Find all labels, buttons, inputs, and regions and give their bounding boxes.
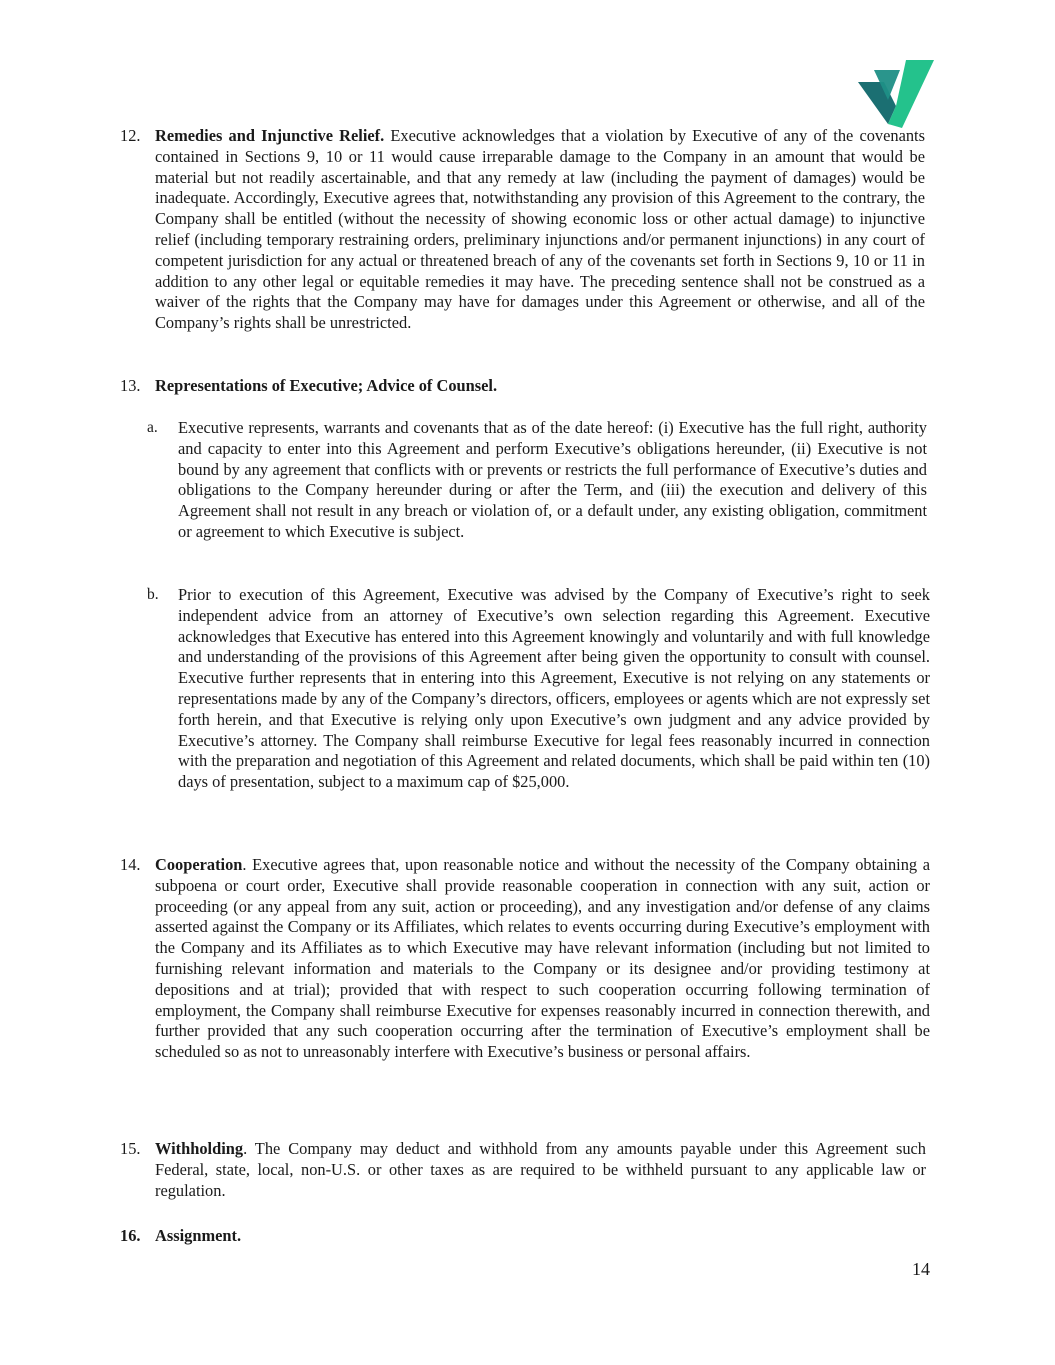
section-14-number: 14.: [120, 855, 141, 874]
section-14-cooperation: [155, 855, 930, 1063]
section-14-heading: Cooperation: [155, 855, 243, 874]
section-15-withholding: [155, 1139, 926, 1201]
section-16-number: 16.: [120, 1226, 141, 1245]
section-15-heading: Withholding: [155, 1139, 244, 1158]
section-15-number: 15.: [120, 1139, 141, 1158]
section-13-number: 13.: [120, 376, 141, 395]
section-12-number: 12.: [120, 126, 141, 145]
section-14-body: . Executive agrees that, upon reasonable notice and without the necessity of the Company obtaining a subpoena or court order, Executive shall provide reasonable cooperation in connection with any suit, action or proceeding (or any appeal from any suit, action or proceeding), and any investigation and/or defense of any claims asserted against the Company or its Affiliates, which relates to events occurring during Executive’s employment with the Company and its Affiliates as to which Executive may have relevant information (including but not limited to furnishing relevant information and materials to the Company or its designee and/or providing testimony at depositions and at trial); provided that with respect to such cooperation occurring following termination of employment, the Company shall reimburse Executive for expenses reasonably incurred in connection therewith, and further provided that any such cooperation occurring after the termination of Executive’s employment shall be scheduled so as not to unreasonably interfere with Executive’s business or personal affairs.: [155, 855, 930, 1062]
section-13-heading: Representations of Executive; Advice of Counsel.: [155, 376, 498, 395]
company-logo-icon: [858, 60, 934, 128]
section-13b-label: b.: [147, 586, 159, 603]
section-13a-body: Executive represents, warrants and covenants that as of the date hereof: (i) Executive has the full right, authority and capacity to enter into this Agreement and perform Executive’s obligations hereunder, (ii) Executive is not bound by any agreement that conflicts with or prevents or restricts the full performance of Executive’s duties and obligations to the Company hereunder during or after the Term, and (iii) the execution and delivery of this Agreement shall not result in any breach or violation of, or a default under, any existing obligation, commitment or agreement to which Executive is subject.: [178, 418, 927, 541]
section-12-remedies: [155, 126, 925, 334]
page-number: 14: [912, 1259, 930, 1279]
section-16-heading: Assignment.: [155, 1226, 242, 1245]
section-12-heading: Remedies and Injunctive Relief.: [155, 126, 385, 145]
section-15-body: . The Company may deduct and withhold from any amounts payable under this Agreement such Federal, state, local, non-U.S. or other taxes as are required to be withheld pursuant to any applicable law or regulation.: [155, 1139, 926, 1200]
section-13a-label: a.: [147, 419, 158, 436]
section-12-body: Executive acknowledges that a violation by Executive of any of the covenants contained in Sections 9, 10 or 11 would cause irreparable damage to the Company in an amount that would be material but not readily ascertainable, and that any remedy at law (including the payment of damages) would be inadequate. Accordingly, Executive agrees that, notwithstanding any provision of this Agreement to the contrary, the Company shall be entitled (without the necessity of showing economic loss or other actual damage) to injunctive relief (including temporary restraining orders, preliminary injunctions and/or permanent injunctions) in any court of competent jurisdiction for any actual or threatened breach of any of the covenants set forth in Sections 9, 10 or 11 in addition to any other legal or equitable remedies it may have. The preceding sentence shall not be construed as a waiver of the rights that the Company may have for damages under this Agreement or otherwise, and all of the Company’s rights shall be unrestricted.: [155, 126, 925, 333]
section-13b-body: Prior to execution of this Agreement, Executive was advised by the Company of Executive’s right to seek independent advice from an attorney of Executive’s own selection regarding this Agreement. Executive acknowledges that Executive has entered into this Agreement knowingly and voluntarily and with full knowledge and understanding of the provisions of this Agreement after being given the opportunity to consult with counsel. Executive further represents that in entering into this Agreement, Executive is not relying on any statements or representations made by any of the Company’s directors, officers, employees or agents which are not expressly set forth herein, and that Executive is relying only upon Executive’s own judgment and any advice provided by Executive’s attorney. The Company shall reimburse Executive for legal fees reasonably incurred in connection with the preparation and negotiation of this Agreement and related documents, which shall be paid within ten (10) days of presentation, subject to a maximum cap of $25,000.: [178, 585, 930, 792]
